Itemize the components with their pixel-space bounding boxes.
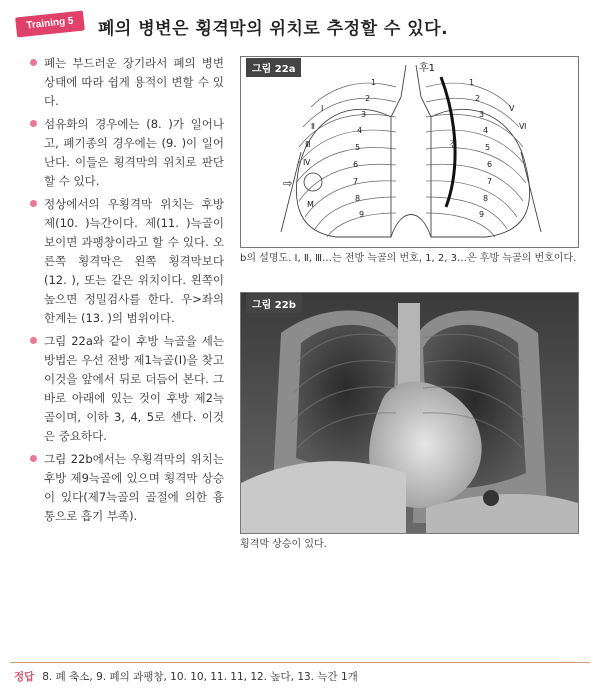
svg-text:3: 3 [479,110,485,119]
list-item: 그림 22b에서는 우횡격막의 위치는 후방 제9늑골에 있으며 횡격막 상승이 있다(제7늑골의 골절에 의한 흉통으로 흡기 부족). [44,450,224,526]
training-badge: Training 5 [15,11,85,38]
bullet-dot-icon [30,120,37,127]
list-item: 그림 22a와 같이 후방 늑골을 세는 방법은 우선 전방 제1늑골(Ⅰ)을 찾고 이것을 앞에서 뒤로 더듬어 본다. 그 바로 아래에 있는 것이 후방 제2늑골이며, 이하 3, 4, 5로 센다. 이것은 중요하다. [44,332,224,446]
list-item: 섬유화의 경우에는 (8. )가 일어나고, 폐기종의 경우에는 (9. )이 일어난다. 이들은 횡격막의 위치로 판단할 수 있다. [44,115,224,191]
svg-text:5: 5 [355,143,361,152]
figure-22a-caption: b의 설명도. Ⅰ, Ⅱ, Ⅲ…는 전방 늑골의 번호, 1, 2, 3…은 후방 늑골의 번호이다. [240,253,577,264]
bullet-list [44,54,224,530]
chest-xray-image [241,293,578,533]
svg-text:6: 6 [487,160,493,169]
svg-text:2: 2 [475,94,481,103]
svg-text:Ⅴ: Ⅴ [509,104,515,113]
annotation-top: 후1 [419,63,436,74]
list-item: 정상에서의 우횡격막 위치는 후방 제(10. )늑간이다. 제(11. )늑골이 보이면 과팽창이라고 할 수 있다. 오른쪽 횡격막은 왼쪽 횡격막보다 (12. ), 또는 같은 위치이다. 왼쪽이 높으면 정밀검사를 한다. 우>좌의 한계는 (13. )의 범위이다. [44,195,224,328]
svg-text:Ⅳ: Ⅳ [303,158,311,167]
svg-text:Ⅵ: Ⅵ [519,122,527,131]
figure-22a-frame [240,56,579,248]
svg-text:7: 7 [487,177,493,186]
figure-22b-frame [240,292,579,534]
answer-label: 정답 [14,671,35,683]
svg-text:Ⅲ: Ⅲ [305,140,311,149]
annotation-marker: M [307,200,314,209]
svg-text:1: 1 [371,78,377,87]
arrow-icon: ⇨ [283,177,293,190]
rib-number-labels [303,78,526,219]
svg-text:9: 9 [479,210,485,219]
list-item: 폐는 부드러운 장기라서 폐의 병변 상태에 따라 쉽게 용적이 변할 수 있다. [44,54,224,111]
bullet-dot-icon [30,337,37,344]
annotation-side: 진 [449,140,458,150]
figure-22a-label: 그림 22a [246,58,301,77]
svg-text:3: 3 [361,110,367,119]
svg-text:1: 1 [469,78,475,87]
answer-footer [14,669,358,684]
svg-text:8: 8 [355,194,361,203]
svg-text:6: 6 [353,160,359,169]
gastric-bubble [483,490,499,506]
svg-text:9: 9 [359,210,365,219]
svg-text:Ⅱ: Ⅱ [311,122,315,131]
page-title: 폐의 병변은 횡격막의 위치로 추정할 수 있다. [98,19,449,39]
bullet-dot-icon [30,59,37,66]
svg-text:2: 2 [365,94,371,103]
svg-text:8: 8 [483,194,489,203]
ribs-right [296,83,396,237]
svg-text:4: 4 [357,126,363,135]
svg-text:7: 7 [353,177,359,186]
bullet-dot-icon [30,455,37,462]
fracture-circle [304,173,322,191]
footer-divider [10,662,590,663]
figure-22b-caption: 횡격막 상승이 있다. [240,539,327,550]
bullet-dot-icon [30,200,37,207]
rib-diagram [241,57,578,247]
figure-22b-label: 그림 22b [246,294,302,313]
mediastinum [391,215,431,238]
svg-text:Ⅰ: Ⅰ [321,104,324,113]
svg-text:5: 5 [485,143,491,152]
svg-text:4: 4 [483,126,489,135]
answer-text: 8. 폐 축소, 9. 폐의 과팽창, 10. 10, 11. 11, 12. 높다, 13. 늑간 1개 [42,671,358,683]
chest-wall [281,152,541,232]
